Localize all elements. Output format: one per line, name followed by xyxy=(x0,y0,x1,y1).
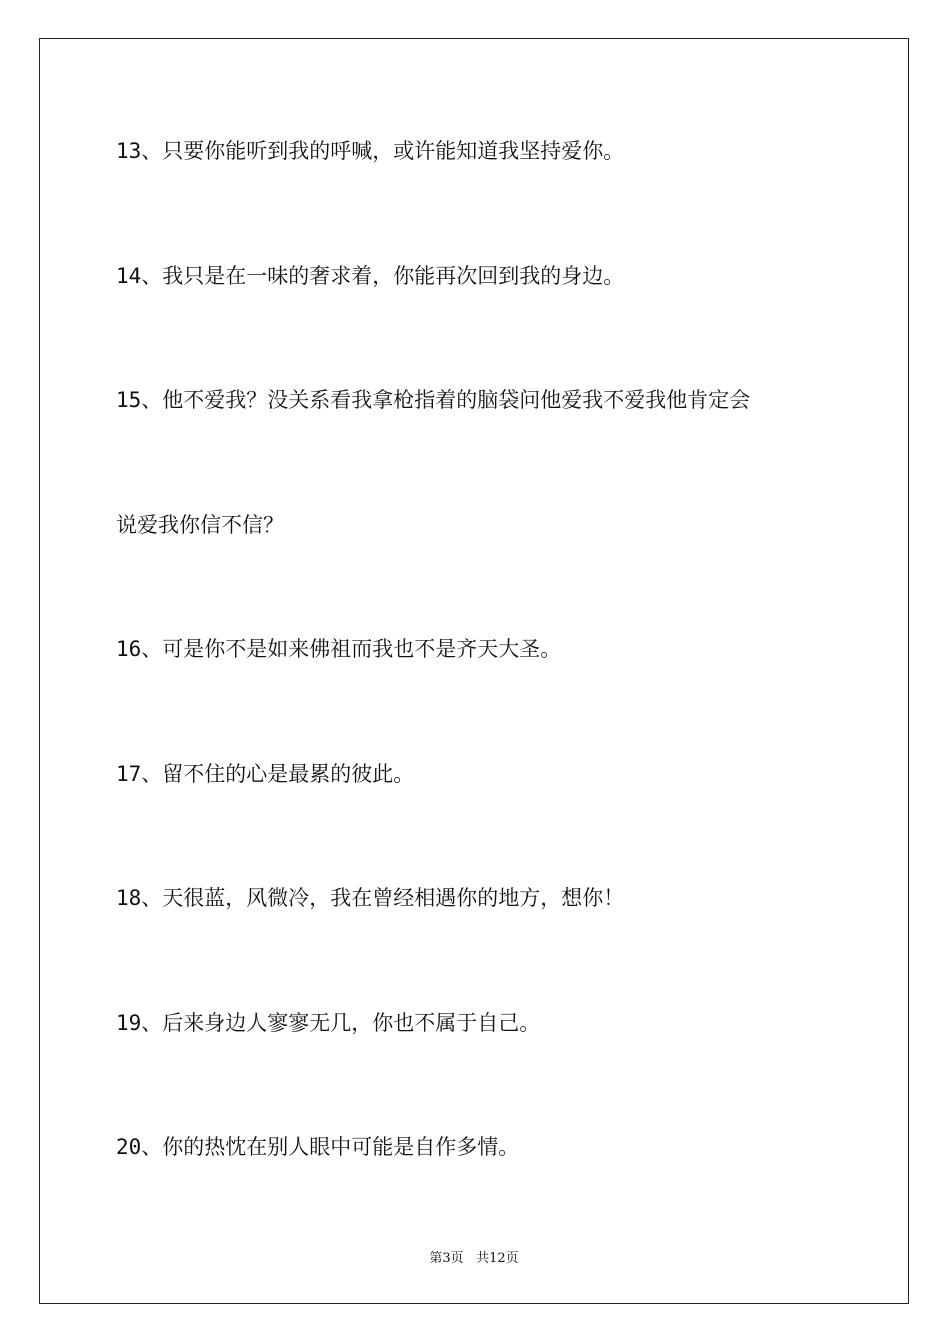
text-line-19: 19、后来身边人寥寥无几，你也不属于自己。 xyxy=(116,1011,541,1035)
text-line-18: 18、天很蓝，风微冷，我在曾经相遇你的地方，想你！ xyxy=(116,886,625,910)
text-line-16: 16、可是你不是如来佛祖而我也不是齐天大圣。 xyxy=(116,637,562,661)
page-total: 共12页 xyxy=(476,1251,519,1266)
page-number: 第3页 xyxy=(429,1251,464,1266)
text-line-20: 20、你的热忱在别人眼中可能是自作多情。 xyxy=(116,1135,520,1159)
text-line-17: 17、留不住的心是最累的彼此。 xyxy=(116,762,415,786)
document-page xyxy=(39,38,909,1304)
text-line-15-cont: 说爱我你信不信？ xyxy=(116,513,284,537)
page-footer xyxy=(40,1247,908,1266)
text-line-13: 13、只要你能听到我的呼喊，或许能知道我坚持爱你。 xyxy=(116,139,625,163)
text-line-15: 15、他不爱我？没关系看我拿枪指着的脑袋问他爱我不爱我他肯定会 xyxy=(116,388,751,412)
text-line-14: 14、我只是在一味的奢求着，你能再次回到我的身边。 xyxy=(116,264,625,288)
